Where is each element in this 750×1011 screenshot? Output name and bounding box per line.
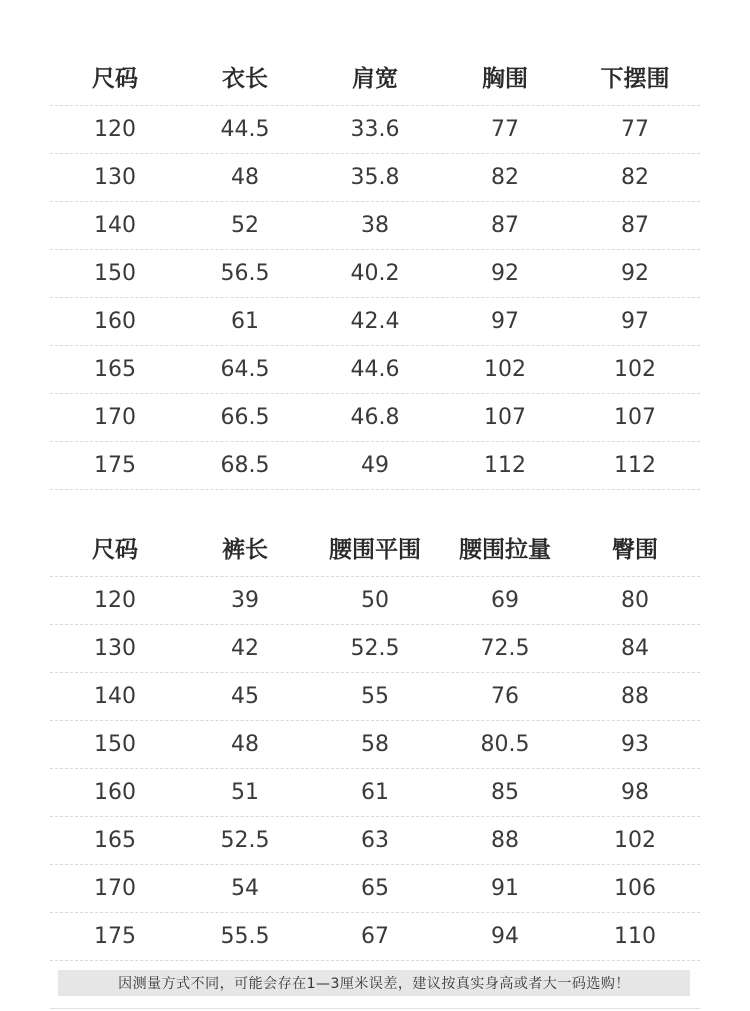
table-cell: 160	[94, 309, 136, 334]
bottom-divider	[50, 1008, 700, 1009]
table-cell: 72.5	[480, 636, 530, 661]
column-header: 衣长	[222, 66, 268, 92]
table-cell: 44.6	[350, 357, 400, 382]
table-cell: 98	[621, 780, 649, 805]
table-row	[50, 346, 700, 394]
table-row	[50, 625, 700, 673]
column-header: 裤长	[222, 537, 268, 563]
table-cell: 76	[491, 684, 519, 709]
table-cell: 35.8	[350, 165, 400, 190]
table-cell: 80	[621, 588, 649, 613]
column-header: 腰围拉量	[459, 537, 551, 563]
table-cell: 69	[491, 588, 519, 613]
column-header: 肩宽	[352, 66, 398, 92]
table-cell: 45	[231, 684, 259, 709]
table-cell: 87	[621, 213, 649, 238]
table-cell: 55	[361, 684, 389, 709]
table-cell: 44.5	[220, 117, 270, 142]
table-cell: 63	[361, 828, 389, 853]
table-cell: 52	[231, 213, 259, 238]
table-cell: 140	[94, 684, 136, 709]
table-cell: 52.5	[220, 828, 270, 853]
table-cell: 54	[231, 876, 259, 901]
table-cell: 66.5	[220, 405, 270, 430]
table-cell: 165	[94, 357, 136, 382]
table-row	[50, 250, 700, 298]
table-cell: 80.5	[480, 732, 530, 757]
table-header-row	[50, 48, 700, 106]
column-header: 尺码	[92, 66, 138, 92]
table-row	[50, 817, 700, 865]
table-cell: 42.4	[350, 309, 400, 334]
table-cell: 64.5	[220, 357, 270, 382]
column-header: 尺码	[92, 537, 138, 563]
table-row	[50, 298, 700, 346]
table-row	[50, 721, 700, 769]
table-cell: 130	[94, 636, 136, 661]
table-cell: 175	[94, 453, 136, 478]
table-cell: 92	[491, 261, 519, 286]
table-cell: 39	[231, 588, 259, 613]
table-cell: 77	[621, 117, 649, 142]
table-cell: 107	[484, 405, 526, 430]
table-cell: 88	[491, 828, 519, 853]
column-header: 下摆围	[600, 66, 670, 92]
table-cell: 120	[94, 588, 136, 613]
table-cell: 33.6	[350, 117, 400, 142]
table-cell: 82	[491, 165, 519, 190]
table-cell: 165	[94, 828, 136, 853]
table-cell: 112	[484, 453, 526, 478]
table-cell: 88	[621, 684, 649, 709]
table-cell: 130	[94, 165, 136, 190]
table-row	[50, 577, 700, 625]
bottom-size-table	[50, 519, 700, 961]
column-header: 臀围	[612, 537, 658, 563]
table-cell: 91	[491, 876, 519, 901]
table-cell: 40.2	[350, 261, 400, 286]
measurement-note: 因测量方式不同，可能会存在1—3厘米误差，建议按真实身高或者大一码选购！	[58, 970, 690, 996]
table-cell: 160	[94, 780, 136, 805]
table-cell: 84	[621, 636, 649, 661]
table-cell: 82	[621, 165, 649, 190]
table-cell: 150	[94, 261, 136, 286]
table-row	[50, 865, 700, 913]
table-cell: 97	[491, 309, 519, 334]
table-cell: 52.5	[350, 636, 400, 661]
table-cell: 112	[614, 453, 656, 478]
table-cell: 48	[231, 165, 259, 190]
table-cell: 61	[231, 309, 259, 334]
table-cell: 56.5	[220, 261, 270, 286]
column-header: 腰围平围	[329, 537, 421, 563]
table-row	[50, 154, 700, 202]
table-cell: 51	[231, 780, 259, 805]
table-cell: 50	[361, 588, 389, 613]
table-row	[50, 202, 700, 250]
table-cell: 68.5	[220, 453, 270, 478]
table-cell: 61	[361, 780, 389, 805]
table-row	[50, 913, 700, 961]
table-cell: 170	[94, 405, 136, 430]
table-cell: 150	[94, 732, 136, 757]
table-cell: 38	[361, 213, 389, 238]
table-cell: 46.8	[350, 405, 400, 430]
table-cell: 85	[491, 780, 519, 805]
column-header: 胸围	[482, 66, 528, 92]
table-cell: 65	[361, 876, 389, 901]
table-cell: 49	[361, 453, 389, 478]
table-cell: 42	[231, 636, 259, 661]
top-size-table	[50, 48, 700, 490]
table-cell: 77	[491, 117, 519, 142]
table-cell: 58	[361, 732, 389, 757]
table-cell: 120	[94, 117, 136, 142]
table-cell: 140	[94, 213, 136, 238]
table-cell: 92	[621, 261, 649, 286]
table-row	[50, 106, 700, 154]
table-cell: 175	[94, 924, 136, 949]
table-cell: 55.5	[220, 924, 270, 949]
table-header-row	[50, 519, 700, 577]
table-cell: 107	[614, 405, 656, 430]
table-cell: 110	[614, 924, 656, 949]
table-row	[50, 394, 700, 442]
table-cell: 67	[361, 924, 389, 949]
table-row	[50, 442, 700, 490]
table-cell: 170	[94, 876, 136, 901]
table-cell: 94	[491, 924, 519, 949]
table-row	[50, 769, 700, 817]
table-cell: 48	[231, 732, 259, 757]
table-cell: 102	[614, 357, 656, 382]
table-cell: 102	[614, 828, 656, 853]
table-cell: 102	[484, 357, 526, 382]
table-cell: 87	[491, 213, 519, 238]
table-cell: 93	[621, 732, 649, 757]
table-cell: 106	[614, 876, 656, 901]
table-row	[50, 673, 700, 721]
table-cell: 97	[621, 309, 649, 334]
